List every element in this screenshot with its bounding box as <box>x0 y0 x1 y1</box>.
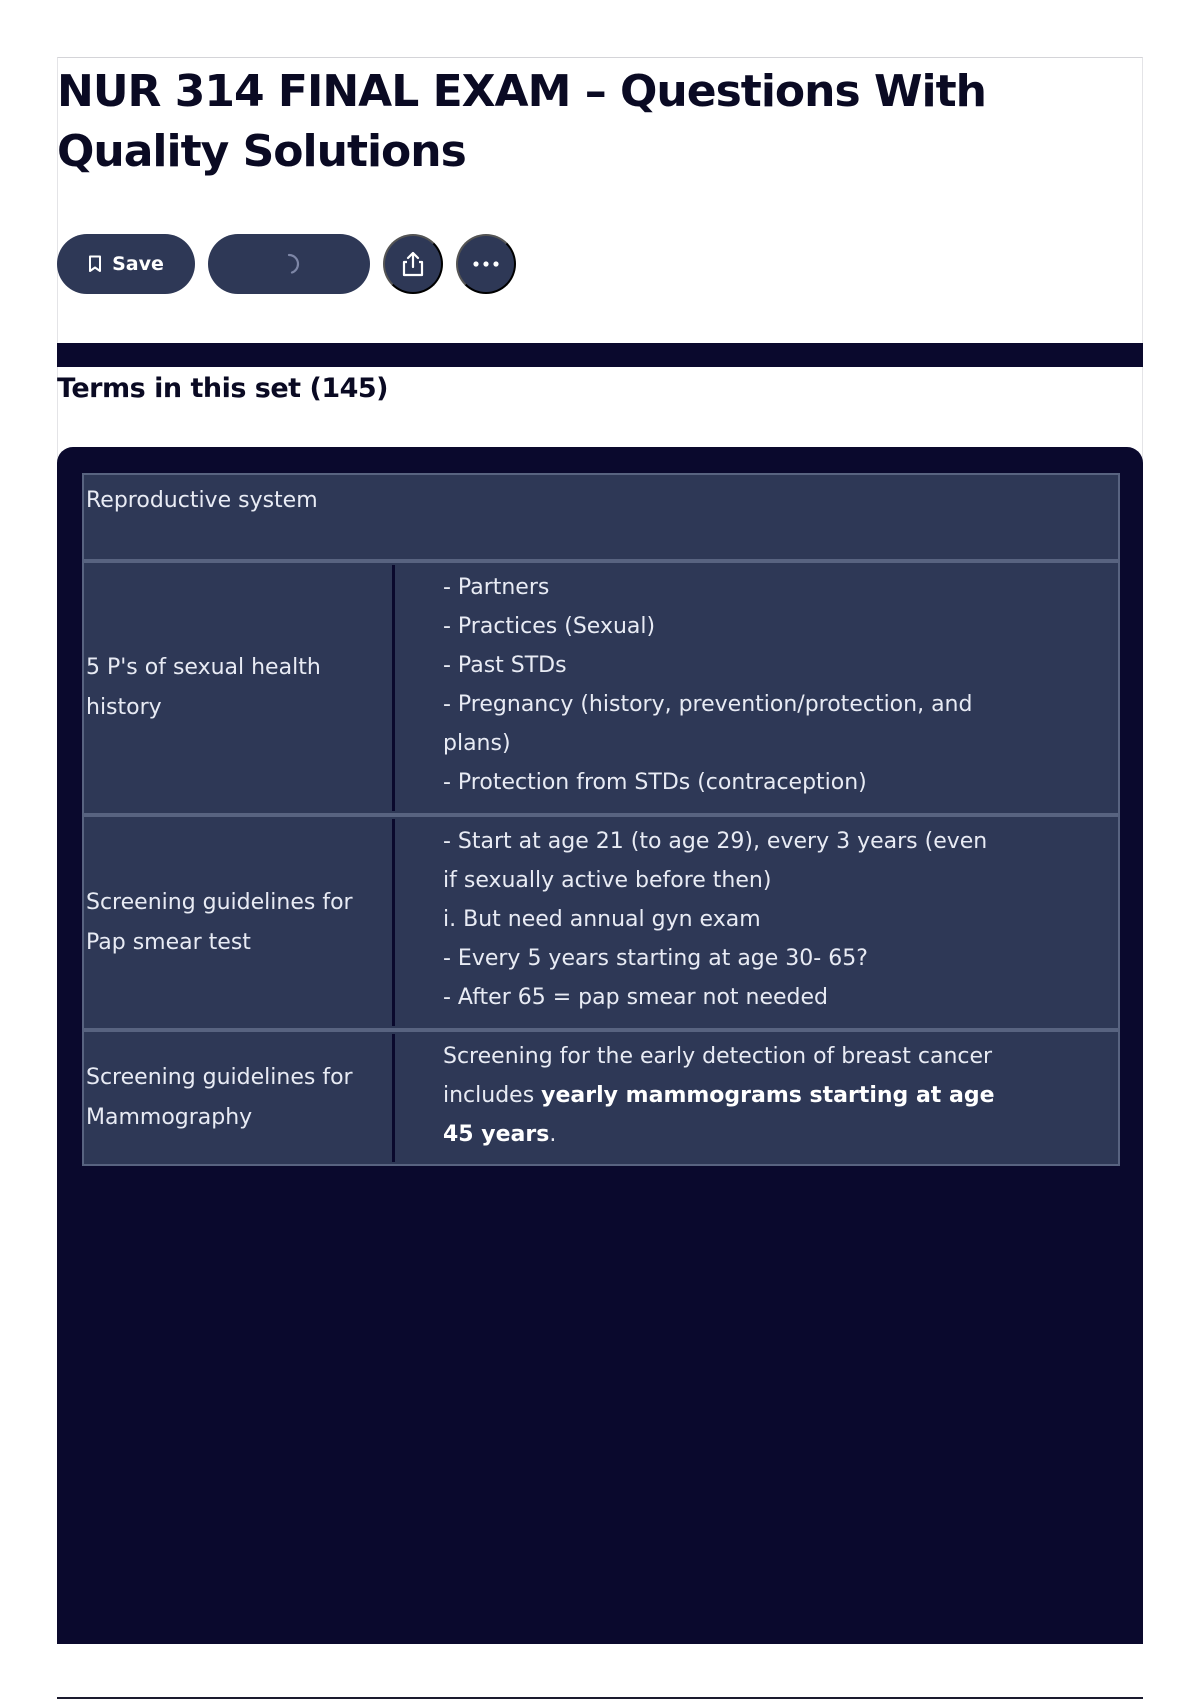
definition-line: i. But need annual gyn exam <box>443 907 761 932</box>
definition-line: - Practices (Sexual) <box>443 614 656 639</box>
terms-heading: Terms in this set (145) <box>57 373 389 404</box>
share-button[interactable] <box>383 234 443 294</box>
definition-text <box>395 563 1118 813</box>
definition-prefix: Screening for the early detection of breast cancer includes <box>443 1044 993 1108</box>
term-text: 5 P's of sexual health history <box>86 655 321 720</box>
terms-table <box>82 473 1120 1166</box>
definition-line: - Every 5 years starting at age 30- 65? <box>443 946 868 971</box>
section-title: Reproductive system <box>86 488 318 513</box>
table-row[interactable] <box>82 1030 1120 1166</box>
save-button[interactable] <box>57 234 195 294</box>
term-text: Screening guidelines for Mammography <box>86 1065 353 1130</box>
definition-line: - Partners <box>443 575 550 600</box>
bottom-rule <box>57 1697 1143 1699</box>
bookmark-icon <box>88 255 102 273</box>
table-row[interactable] <box>82 561 1120 815</box>
definition-line: - Start at age 21 (to age 29), every 3 years (even if sexually active before then) <box>443 829 988 893</box>
definition-line: - Pregnancy (history, prevention/protection, and plans) <box>443 692 973 756</box>
definition-line: - Past STDs <box>443 653 567 678</box>
page-title: NUR 314 FINAL EXAM – Questions With Quality Solutions <box>57 66 986 177</box>
toolbar <box>57 234 516 294</box>
share-icon <box>400 250 426 278</box>
more-options-button[interactable] <box>456 234 516 294</box>
definition-line: - After 65 = pap smear not needed <box>443 985 829 1010</box>
definition-text <box>395 817 1118 1028</box>
definition-bold: yearly mammograms starting at age 45 years <box>443 1083 995 1147</box>
term-text: Screening guidelines for Pap smear test <box>86 889 353 955</box>
spinner-icon <box>277 252 301 276</box>
section-header-row <box>82 473 1120 561</box>
definition-suffix: . <box>549 1122 557 1147</box>
table-row[interactable] <box>82 815 1120 1030</box>
definition-line: - Protection from STDs (contraception) <box>443 770 867 795</box>
more-dots-icon <box>471 260 501 268</box>
loading-button[interactable] <box>208 234 370 294</box>
save-button-label: Save <box>112 253 164 275</box>
definition-text <box>395 1032 1118 1164</box>
section-divider-bar <box>57 343 1143 367</box>
